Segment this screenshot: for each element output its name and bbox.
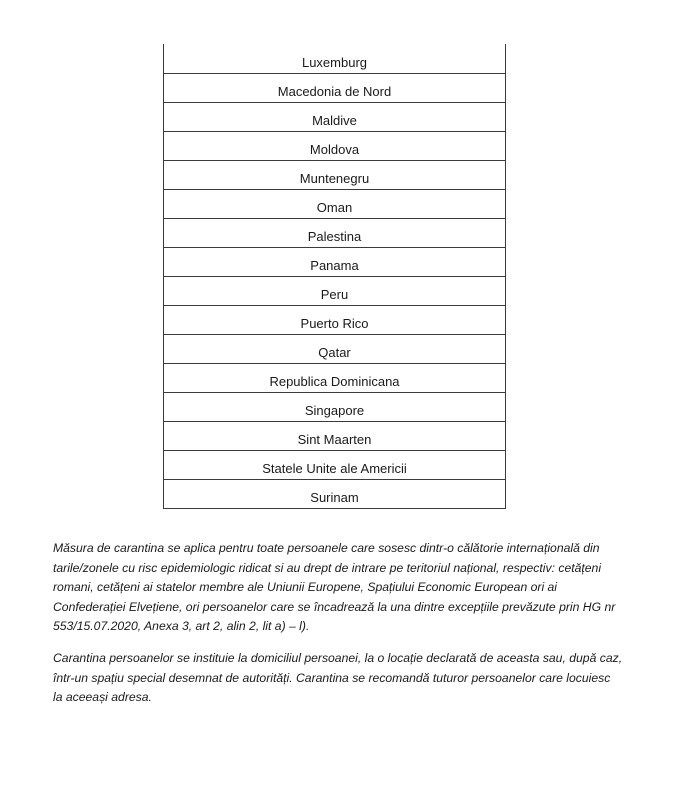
table-row <box>164 363 505 392</box>
table-row <box>164 392 505 421</box>
quarantine-measure-paragraph: Măsura de carantina se aplica pentru toate persoanele care sosesc dintr-o călătorie internațională din tarile/zonele cu risc epidemiologic ridicat si au drept de intrare pe teritoriul național, respectiv: cetățeni romani, cetățeni ai statelor membre ale Uniunii Europene, Spațiului Economic European ori ai Confederației Elvețiene, ori persoanelor care se încadrează la una dintre excepțiile prevăzute prin HG nr 553/15.07.2020, Anexa 3, art 2, alin 2, lit a) – l). <box>53 541 616 633</box>
table-row <box>164 450 505 479</box>
country-name: Singapore <box>304 403 365 418</box>
country-name: Moldova <box>309 142 360 157</box>
table-row <box>164 479 505 508</box>
table-row <box>164 276 505 305</box>
table-row <box>164 131 505 160</box>
quarantine-location-paragraph: Carantina persoanelor se instituie la domiciliul persoanei, la o locație declarată de aceasta sau, după caz, într-un spațiu special desemnat de autorități. Carantina se recomandă tuturor persoanelor care locuiesc la aceeași adresa. <box>53 651 623 704</box>
table-row <box>164 421 505 450</box>
table-row <box>164 189 505 218</box>
table-row <box>164 218 505 247</box>
table-row <box>164 247 505 276</box>
table-row <box>164 73 505 102</box>
country-name: Qatar <box>318 345 351 360</box>
country-name: Sint Maarten <box>297 432 372 447</box>
table-row <box>164 102 505 131</box>
country-name: Luxemburg <box>301 55 368 70</box>
country-name: Maldive <box>312 113 357 128</box>
table-row <box>164 160 505 189</box>
country-name: Surinam <box>310 490 359 505</box>
table-row <box>164 334 505 363</box>
table-row <box>164 305 505 334</box>
country-name: Muntenegru <box>299 171 370 186</box>
country-name: Oman <box>316 200 353 215</box>
country-name: Macedonia de Nord <box>277 84 392 99</box>
country-name: Puerto Rico <box>300 316 369 331</box>
country-table <box>163 44 506 509</box>
country-name: Panama <box>310 258 359 273</box>
table-row <box>164 44 505 73</box>
country-name: Republica Dominicana <box>269 374 400 389</box>
country-name: Statele Unite ale Americii <box>262 461 407 476</box>
country-name: Peru <box>320 287 349 302</box>
country-name: Palestina <box>307 229 362 244</box>
